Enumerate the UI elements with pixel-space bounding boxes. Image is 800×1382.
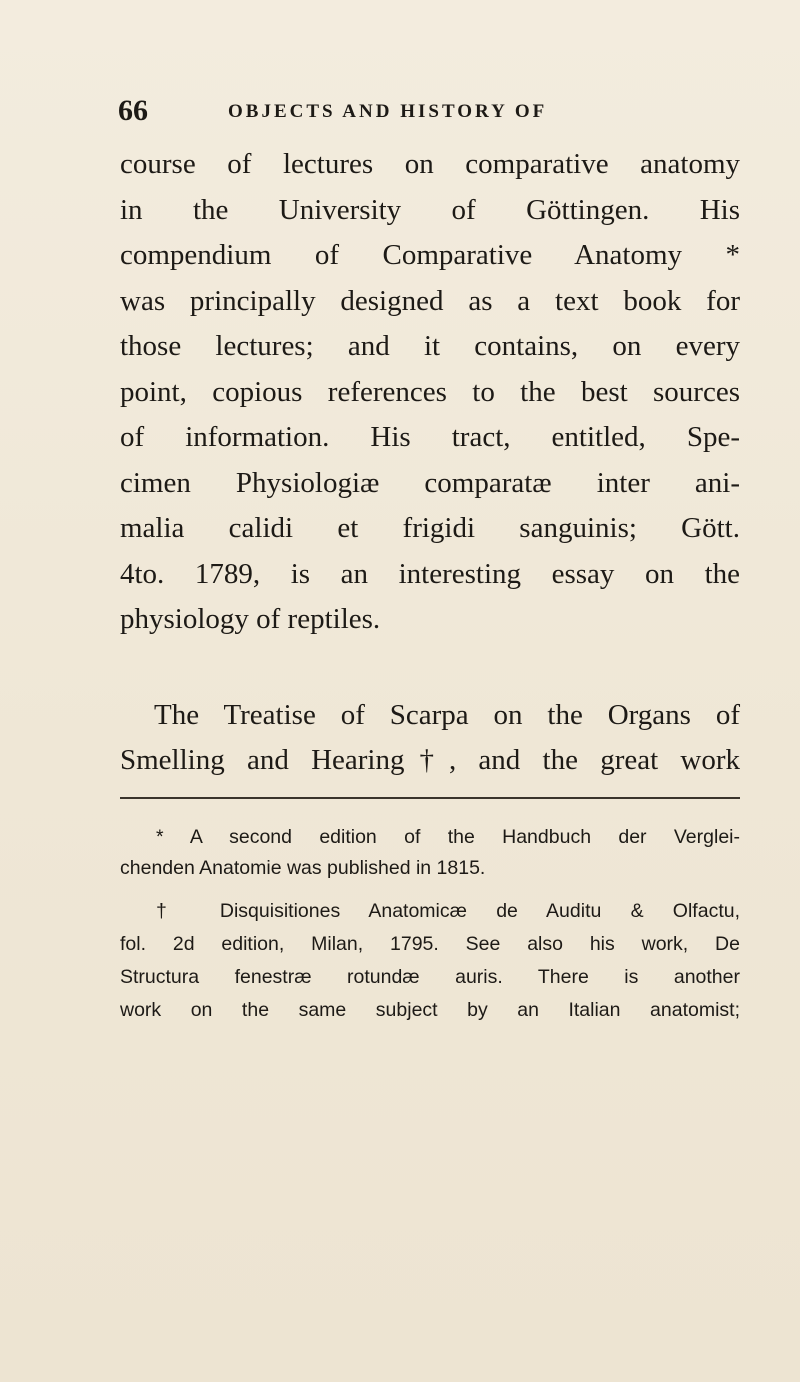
footnotes — [120, 822, 740, 1028]
text-line: malia calidi et frigidi sanguinis; Gött. — [120, 512, 740, 544]
footnote-line: work on the same subject by an Italian anatomist; — [120, 999, 740, 1021]
footnote-line: fol. 2d edition, Milan, 1795. See also his work, De — [120, 933, 740, 955]
page-header — [118, 94, 718, 134]
text-line: physiology of reptiles. — [120, 603, 381, 635]
text-line: those lectures; and it contains, on every — [120, 330, 740, 362]
footnote-line: * A second edition of the Handbuch der Verglei- — [156, 826, 740, 848]
text-line: compendium of Comparative Anatomy * — [120, 239, 740, 271]
main-text — [120, 142, 740, 784]
text-line: course of lectures on comparative anatomy — [120, 148, 740, 180]
text-line: 4to. 1789, is an interesting essay on the — [120, 557, 740, 590]
text-line: of information. His tract, entitled, Spe- — [120, 421, 740, 453]
footnote-line: † Disquisitiones Anatomicæ de Auditu & Olfactu, — [156, 900, 740, 922]
text-line: point, copious references to the best sources — [120, 375, 740, 408]
footnote-line: chenden Anatomie was published in 1815. — [120, 857, 486, 879]
footnote-gap — [120, 884, 740, 896]
text-line: in the University of Göttingen. His — [120, 193, 740, 226]
text-line: cimen Physiologiæ comparatæ inter ani- — [120, 466, 740, 499]
footnote-divider — [120, 797, 740, 799]
text-line: was principally designed as a text book for — [120, 284, 740, 317]
text-line: The Treatise of Scarpa on the Organs of — [154, 698, 740, 731]
paragraph-gap — [120, 643, 740, 693]
text-line: Smelling and Hearing†, and the great work — [120, 744, 740, 776]
page-number: 66 — [118, 94, 148, 127]
footnote-line: Structura fenestræ rotundæ auris. There is another — [120, 966, 740, 988]
running-head: OBJECTS AND HISTORY OF — [228, 101, 548, 122]
